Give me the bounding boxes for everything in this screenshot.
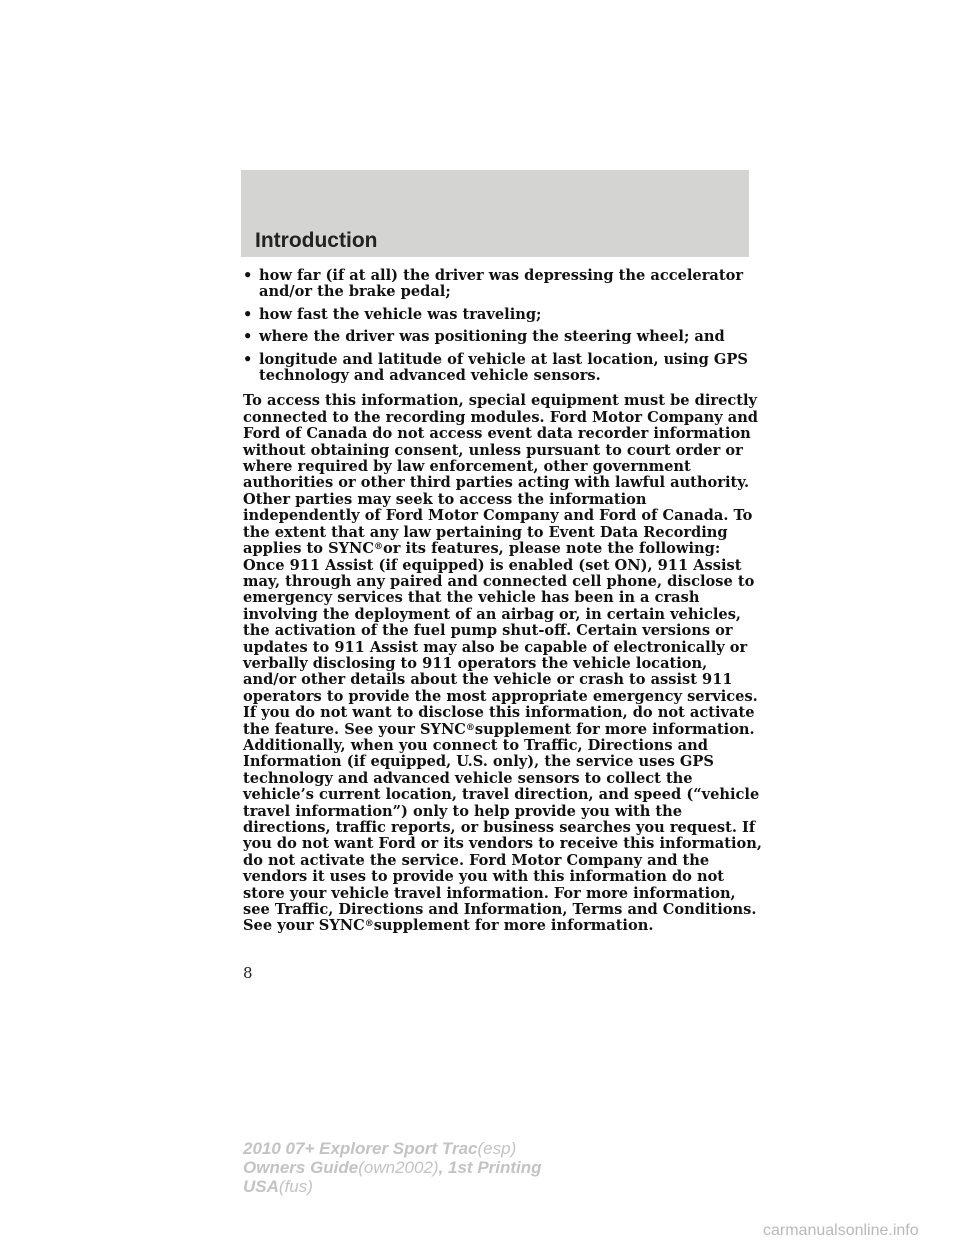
bullet-text: longitude and latitude of vehicle at last location, using GPS technology and advanced vehicle sensors. xyxy=(259,350,748,385)
page-content xyxy=(243,268,763,935)
section-title: Introduction xyxy=(255,229,378,252)
footer-line-2 xyxy=(243,1158,542,1177)
page-number: 8 xyxy=(243,964,253,982)
footer-market: USA xyxy=(243,1177,279,1196)
footer-model: 2010 07+ Explorer Sport Trac xyxy=(243,1139,478,1158)
footer-printing: , 1st Printing xyxy=(438,1158,542,1177)
bullet-item xyxy=(243,268,763,301)
bullet-icon: • xyxy=(243,305,253,323)
bullet-item xyxy=(243,352,763,385)
footer-market-code: (fus) xyxy=(278,1177,313,1196)
print-footer xyxy=(243,1139,542,1196)
paragraph-text-part-2: or its features, please note the following: Once 911 Assist (if equipped) is enabled (set ON), 911 Assist may, through any paired and connected cell phone, disclose to emergency services that the vehicle has been in a crash involving the deployment of an airbag or, in certain vehicles, the activation of the fuel pump shut-off. Certain versions or updates to 911 Assist may also be capable of electronically or verbally disclosing to 911 operators the vehicle location, and/or other details about the vehicle or crash to assist 911 operators to provide the most appropriate emergency services. If you do not want to disclose this information, do not activate the feature. See your SYNC xyxy=(243,540,758,738)
paragraph-text-part-3: supplement for more information. Additionally, when you connect to Traffic, Directions and Information (if equipped, U.S. only), the service uses GPS technology and advanced vehicle sensors to collect the vehicle’s current location, travel direction, and speed (“vehicle travel information”) only to help provide you with the directions, traffic reports, or business searches you request. If you do not want Ford or its vendors to receive this information, do not activate the service. Ford Motor Company and the vendors it uses to provide you with this information do not store your vehicle travel information. For more information, see Traffic, Directions and Information, Terms and Conditions. See your SYNC xyxy=(243,720,762,935)
bullet-text: how fast the vehicle was traveling; xyxy=(259,305,542,323)
section-header-band xyxy=(241,170,749,257)
bullet-item xyxy=(243,329,763,345)
bullet-icon: • xyxy=(243,328,253,346)
registered-mark: ® xyxy=(374,542,384,553)
site-watermark: carmanualsonline.info xyxy=(763,1222,919,1239)
paragraph-text-part-4: supplement for more information. xyxy=(373,917,654,935)
bullet-icon: • xyxy=(243,267,253,284)
footer-guide-code: (own2002) xyxy=(358,1158,439,1177)
footer-line-1 xyxy=(243,1139,542,1158)
footer-guide: Owners Guide xyxy=(243,1158,359,1177)
footer-line-3 xyxy=(243,1177,542,1196)
registered-mark: ® xyxy=(364,919,374,930)
bullet-text: how far (if at all) the driver was depressing the accelerator and/or the brake pedal; xyxy=(259,267,744,301)
bullet-icon: • xyxy=(243,350,253,368)
footer-model-code: (esp) xyxy=(477,1139,517,1158)
bullet-list xyxy=(243,268,763,384)
body-paragraph xyxy=(243,393,763,934)
registered-mark: ® xyxy=(465,722,475,733)
bullet-item xyxy=(243,307,763,323)
bullet-text: where the driver was positioning the steering wheel; and xyxy=(259,328,725,346)
paragraph-text-part-1: To access this information, special equipment must be directly connected to the recording modules. Ford Motor Company and Ford of Canada do not access event data recorder information without obtaining consent, unless pursuant to court order or where required by law enforcement, other government authorities or other third parties acting with lawful authority. Other parties may seek to access the information independently of Ford Motor Company and Ford of Canada. To the extent that any law pertaining to Event Data Recording applies to SYNC xyxy=(243,392,759,558)
